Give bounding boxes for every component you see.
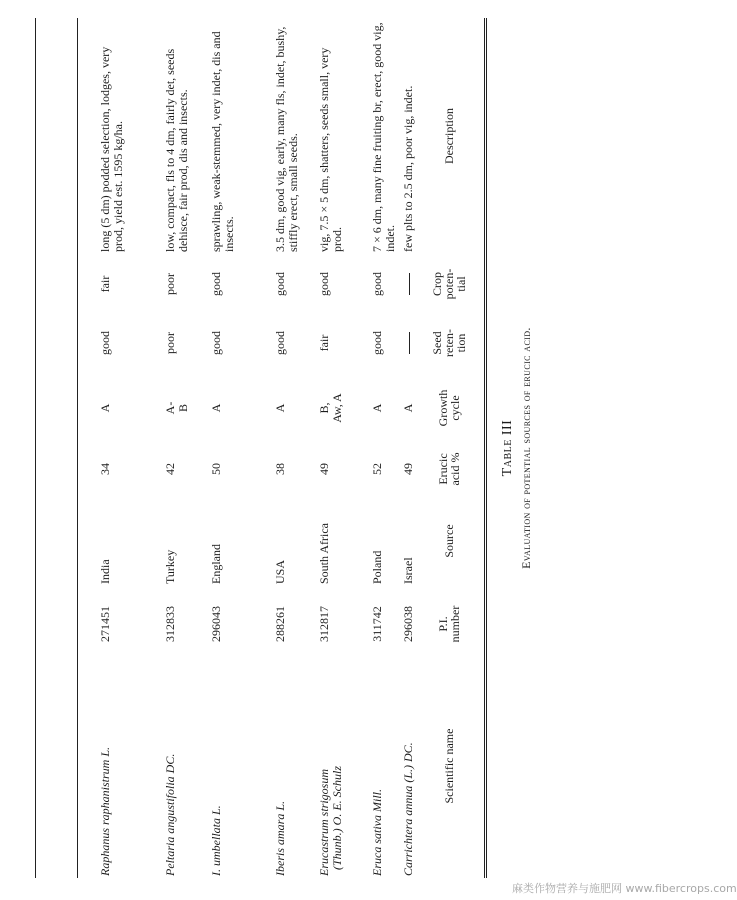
cell-source: USA (273, 559, 287, 584)
header-erucic-acid: Erucic acid % (436, 452, 462, 486)
table-top-rule-inner (486, 18, 487, 878)
cell-description: 7 × 6 dm, many fine fruiting br, erect, good vig, indet. (370, 22, 397, 252)
cell-crop-potential: good (209, 272, 223, 296)
cell-growth-cycle: B, Aw, A (317, 393, 344, 423)
header-source: Source (442, 524, 456, 558)
cell-erucic-acid: 38 (273, 463, 287, 475)
cell-crop-potential: good (370, 272, 384, 296)
cell-description: few plts to 2.5 dm, poor vig, indet. (401, 85, 415, 252)
cell-source: India (98, 559, 112, 584)
rotated-table-page (22, 18, 622, 878)
cell-erucic-acid: 52 (370, 463, 384, 475)
cell-erucic-acid: 42 (163, 463, 177, 475)
cell-scientific-name: Erucastrum strigosum (Thunb.) O. E. Schulz (317, 766, 344, 876)
dash-mark (409, 332, 410, 354)
header-scientific-name: Scientific name (442, 728, 456, 804)
cell-description: vig, 7.5 × 5 dm, shatters, seeds small, very prod. (317, 47, 344, 252)
cell-description: long (5 dm) podded selection, lodges, very prod, yield est. 1595 kg/ha. (98, 46, 125, 252)
cell-erucic-acid: 50 (209, 463, 223, 475)
cell-seed-retention: fair (317, 334, 331, 352)
cell-source: Turkey (163, 549, 177, 584)
cell-crop-potential: good (317, 272, 331, 296)
cell-erucic-acid: 49 (401, 463, 415, 475)
header-growth-cycle: Growth cycle (436, 389, 462, 427)
cell-source: Israel (401, 557, 415, 584)
site-watermark: 麻类作物营养与施肥网 www.fibercrops.com (512, 882, 737, 895)
cell-growth-cycle: A (273, 403, 287, 413)
cell-crop-potential: good (273, 272, 287, 296)
cell-pi-number: 271451 (98, 606, 112, 642)
cell-scientific-name: Peltaria angustifolia DC. (163, 753, 177, 876)
cell-crop-potential: fair (98, 275, 112, 293)
header-seed-retention: Seed reten- tion (430, 329, 468, 357)
cell-seed-retention: good (98, 331, 112, 355)
cell-seed-retention: good (209, 331, 223, 355)
cell-seed-retention: poor (163, 332, 177, 354)
cell-source: Poland (370, 550, 384, 584)
table-subtitle: Evaluation of potential sources of erucic acid. (519, 327, 533, 569)
cell-pi-number: 296043 (209, 606, 223, 642)
cell-growth-cycle: A- B (163, 401, 190, 415)
cell-growth-cycle: A (209, 403, 223, 413)
cell-seed-retention: good (370, 331, 384, 355)
dash-mark (409, 273, 410, 295)
cell-growth-cycle: A (401, 403, 415, 413)
cell-pi-number: 296038 (401, 606, 415, 642)
header-crop-potential: Crop poten- tial (430, 268, 468, 300)
header-description: Description (442, 108, 456, 164)
cell-source: England (209, 544, 223, 584)
cell-growth-cycle: A (370, 403, 384, 413)
cell-description: 3.5 dm, good vig, early, many fls, indet, bushy, stiffly erect, small seeds. (273, 26, 300, 252)
table-top-rule (484, 18, 485, 878)
cell-scientific-name: Eruca sativa Mill. (370, 789, 384, 876)
cell-crop-potential-dash (402, 258, 415, 310)
cell-pi-number: 288261 (273, 606, 287, 642)
cell-description: sprawling, weak-stemmed, very indet, dis and insects. (209, 31, 236, 252)
header-pi-number: P.I. number (436, 605, 462, 643)
cell-scientific-name: Iberis amara L. (273, 800, 287, 876)
cell-erucic-acid: 49 (317, 463, 331, 475)
table-bottom-rule (35, 18, 36, 878)
cell-scientific-name: Carrichtera annua (L.) DC. (401, 742, 415, 876)
cell-source: South Africa (317, 523, 331, 584)
cell-pi-number: 312833 (163, 606, 177, 642)
cell-pi-number: 311742 (370, 606, 384, 642)
cell-scientific-name: I. umbellata L. (209, 805, 223, 876)
cell-seed-retention-dash (402, 314, 415, 372)
cell-seed-retention: good (273, 331, 287, 355)
cell-crop-potential: poor (163, 273, 177, 295)
header-bottom-rule (77, 18, 78, 878)
cell-scientific-name: Raphanus raphanistrum L. (98, 746, 112, 876)
cell-growth-cycle: A (98, 403, 112, 413)
cell-description: low, compact, fls to 4 dm, fairly det, seeds dehisce, fair prod, dis and insects. (163, 48, 190, 252)
cell-pi-number: 312817 (317, 606, 331, 642)
table-title: Table III (500, 419, 515, 477)
cell-erucic-acid: 34 (98, 463, 112, 475)
